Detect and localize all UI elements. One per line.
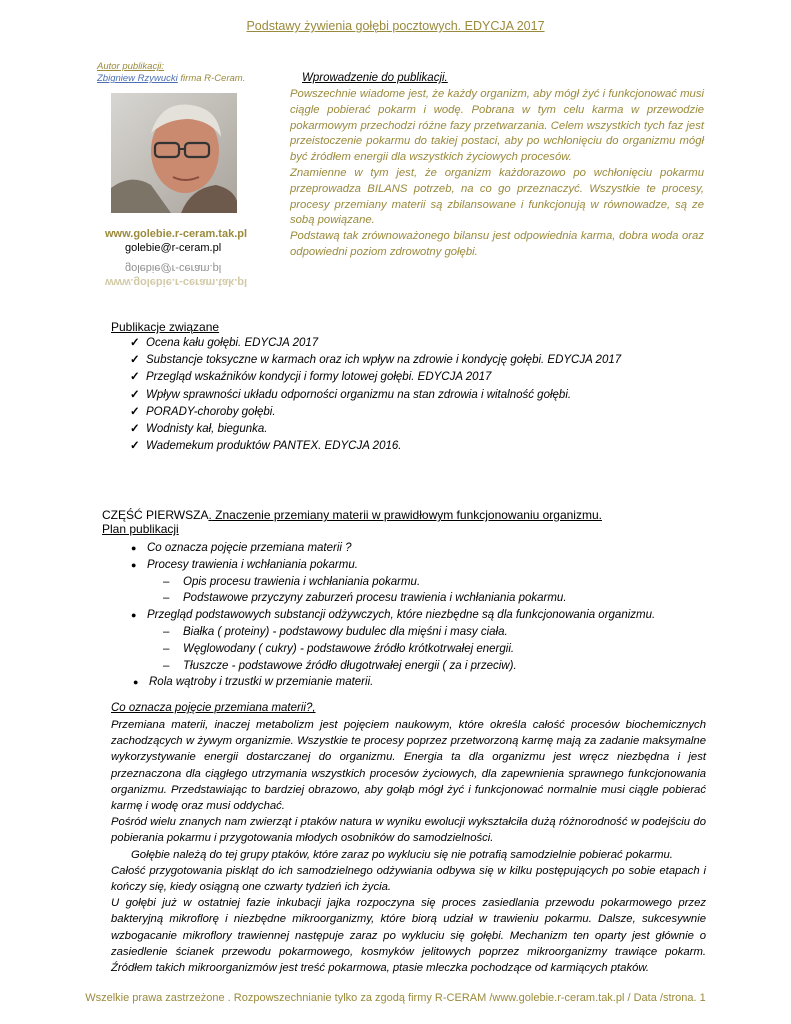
plan-item: ● Co oznacza pojęcie przemiana materii ?: [131, 540, 655, 557]
checkmark-icon: ✓: [130, 337, 140, 349]
part-label: CZĘŚĆ PIERWSZA: [102, 508, 209, 522]
email-link[interactable]: golebie@r-ceram.pl: [125, 242, 222, 254]
body-paragraph: Gołębie należą do tej grupy ptaków, które zaraz po wykluciu się nie potrafią samodzielnie pobierać pokarmu.: [131, 848, 673, 861]
intro-paragraph: Podstawą tak zrównoważonego bilansu jest odpowiednia karma, dobra woda oraz odpowiedni poziom zdrowotny gołębi.: [290, 230, 704, 258]
related-item[interactable]: ✓ PORADY-choroby gołębi.: [130, 404, 621, 421]
plan-subitem: – Tłuszcze - podstawowe źródło długotrwałej energii ( za i przeciw).: [131, 658, 655, 675]
website-reflection: www.golebie.r-ceram.tak.pl: [105, 276, 248, 288]
related-publications-title: Publikacje związane: [111, 320, 220, 334]
checkmark-icon: ✓: [130, 440, 140, 453]
plan-item: ● Przegląd podstawowych substancji odżywczych, które niezbędne są dla funkcjonowania organizmu.: [131, 607, 655, 624]
checkmark-icon: ✓: [130, 405, 140, 418]
plan-subitem: – Podstawowe przyczyny zaburzeń procesu trawienia i wchłaniania pokarmu.: [131, 590, 655, 607]
plan-subitem: – Białka ( proteiny) - podstawowy budulec dla mięśni i masy ciała.: [131, 624, 655, 641]
author-label: Autor publikacji:: [97, 61, 165, 72]
related-item[interactable]: ✓ Substancje toksyczne w karmach oraz ich wpływ na zdrowie i kondycję gołębi. EDYCJA 2017: [130, 352, 621, 369]
bullet-icon: ●: [133, 677, 139, 688]
related-item[interactable]: ✓ Przegląd wskaźników kondycji i formy lotowej gołębi. EDYCJA 2017: [130, 369, 621, 386]
section-title: Co oznacza pojęcie przemiana materii?,: [111, 702, 316, 714]
email-reflection: golebie@r-ceram.pl: [125, 262, 222, 274]
body-paragraph: Całość przygotowania piskląt do ich samodzielnego odżywiania odbywa się w kilku postępujących po sobie etapach i kończy się, kiedy osiągną one czwarty tydzień ich życia.: [111, 864, 706, 894]
dash-icon: –: [163, 592, 170, 605]
part-heading: [102, 508, 602, 522]
related-publications-list: [130, 335, 621, 455]
dash-icon: –: [163, 625, 170, 638]
author-company: firma R-Ceram.: [177, 73, 246, 84]
checkmark-icon: ✓: [130, 388, 140, 401]
body-paragraph: U gołębi już w ostatniej fazie inkubacji jajka rozpoczyna się proces zasiedlania przewodu pokarmowego przez bakteryjną mikroflorę i niezbędne mikroorganizmy, które biorą udział w trawieniu pokarmu. Dalsze, sukcesywnie wzbogacanie mikroflory trawiennej następuje zaraz po wykluciu się gołębi. Mechanizm ten oparty jest głównie o zasiedlenie ścianek przewodu pokarmowego, kosmyków jelitowych poprzez mikroorganizmy trawiące pokarm. Źródłem takich mikroorganizmów jest treść pokarmowa, ptasie mleczka pochodzące od karmiących ptaków.: [111, 897, 706, 975]
plan-title: Plan publikacji: [102, 522, 179, 536]
section-body: [111, 717, 706, 976]
plan-list: [131, 540, 655, 691]
author-name-link[interactable]: Zbigniew Rzywucki: [97, 73, 178, 84]
body-paragraph: Przemiana materii, inaczej metabolizm jest pojęciem naukowym, które określa całość procesów biochemicznych zachodzących w żywym organizmie. Wszystkie te procesy poprzez przetworzoną karmę mają za zadanie maksymalne wykorzystywanie energii dostarczanej do organizmu. Energia ta dla organizmu jest wręcz niezbędna i jest przeznaczona dla ciągłego utrzymania wszystkich procesów życiowych, dla zapewnienia sprawnego funkcjonowania organizmu. Przedstawiając to bardziej obrazowo, aby gołąb mógł żyć i funkcjonować normalnie musi ciągle pobierać karmę i wodę oraz musi oddychać.: [111, 719, 706, 813]
body-paragraph: Pośród wielu znanych nam zwierząt i ptaków natura w wyniku ewolucji wykształciła dużą różnorodność w podejściu do pobierania pokarmu i przygotowania młodych osobników do samodzielności.: [111, 816, 706, 845]
part-dot: .: [208, 508, 212, 522]
checkmark-icon: ✓: [130, 423, 140, 436]
intro-title: Wprowadzenie do publikacji.: [302, 72, 448, 84]
bullet-icon: ●: [131, 610, 137, 621]
website-link[interactable]: www.golebie.r-ceram.tak.pl: [105, 228, 248, 240]
plan-subitem: – Opis procesu trawienia i wchłaniania pokarmu.: [131, 574, 655, 591]
part-title: Znaczenie przemiany materii w prawidłowym funkcjonowaniu organizmu.: [211, 508, 602, 522]
plan-item: ● Procesy trawienia i wchłaniania pokarmu.: [131, 557, 655, 574]
dash-icon: –: [163, 642, 170, 655]
intro-paragraph: Powszechnie wiadome jest, że każdy organizm, aby mógł żyć i funkcjonować musi ciągle pobierać pokarm i wodę. Pobrana w tym celu karma w przewodzie pokarmowym przechodzi różne fazy przetwarzania. Celem wszystkich tych faz jest przeistoczenie pokarmu do takiej postaci, aby po wchłonięciu do organizmu mógł być źródłem energii dla wszystkich życiowych procesów.: [290, 88, 704, 164]
page-header: Podstawy żywienia gołębi pocztowych. EDYCJA 2017: [246, 19, 545, 33]
plan-subitem: – Węglowodany ( cukry) - podstawowe źródło krótkotrwałej energii.: [131, 641, 655, 658]
author-line: [97, 73, 245, 84]
related-item[interactable]: ✓ Wodnisty kał, biegunka.: [130, 421, 621, 438]
intro-text: [290, 87, 704, 261]
checkmark-icon: ✓: [130, 371, 140, 384]
page-footer: Wszelkie prawa zastrzeżone . Rozpowszechnianie tylko za zgodą firmy R-CERAM /www.golebie.r-ceram.tak.pl / Data /strona. 1: [85, 992, 706, 1004]
bullet-icon: ●: [131, 543, 137, 553]
related-item[interactable]: ✓ Wpływ sprawności układu odporności organizmu na stan zdrowia i witalność gołębi.: [130, 387, 621, 404]
author-photo: [111, 93, 237, 213]
bullet-icon: ●: [131, 559, 137, 570]
related-item[interactable]: ✓ Ocena kału gołębi. EDYCJA 2017: [130, 335, 621, 352]
dash-icon: –: [163, 575, 170, 588]
plan-item: ● Rola wątroby i trzustki w przemianie materii.: [131, 674, 655, 691]
related-item[interactable]: ✓ Wademekum produktów PANTEX. EDYCJA 2016.: [130, 438, 621, 455]
intro-paragraph: Znamienne w tym jest, że organizm każdorazowo po wchłonięciu pokarmu przeprowadza BILANS potrzeb, na co go przeznaczyć. Wszystkie te procesy, procesy przemiany materii są zbilansowane i funkcjonują w równowadze, są ze sobą powiązane.: [290, 166, 704, 227]
checkmark-icon: ✓: [130, 354, 140, 367]
dash-icon: –: [163, 659, 170, 672]
